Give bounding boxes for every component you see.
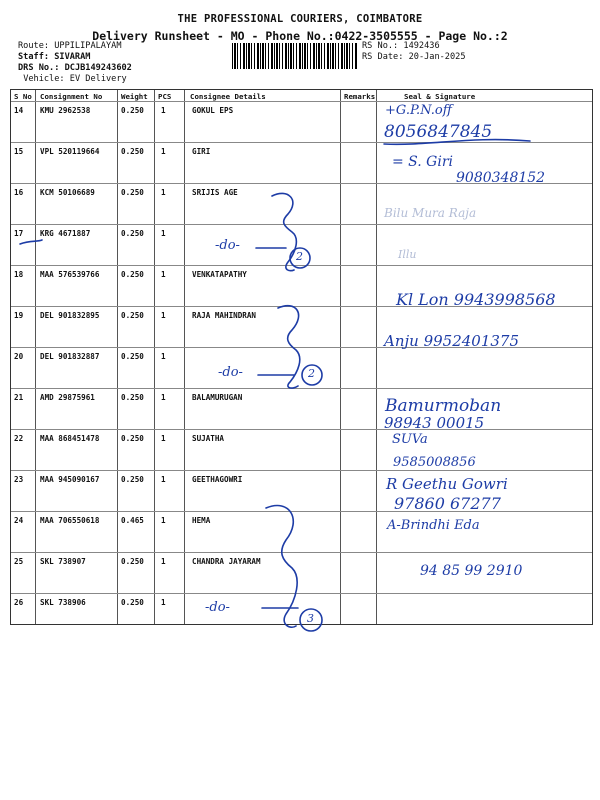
row-sno: 16: [14, 188, 24, 197]
rs-no-value: 1492436: [403, 41, 440, 51]
row-weight: 0.465: [121, 516, 144, 525]
brace-mark: [272, 193, 296, 270]
handwritten-phone: Anju 9952401375: [384, 332, 520, 350]
row-consignee: VENKATAPATHY: [192, 270, 247, 279]
row-consignment-no: KMU 2962538: [40, 106, 91, 115]
row-weight: 0.250: [121, 557, 144, 566]
row-consignment-no: MAA 868451478: [40, 434, 100, 443]
circled-count: 3: [307, 612, 314, 625]
rs-no-label: RS No.:: [362, 41, 399, 51]
route-label: Route:: [18, 41, 50, 51]
row-sno: 15: [14, 147, 24, 156]
handwritten-phone: 8056847845: [384, 122, 493, 142]
signature: SUVa: [392, 432, 428, 447]
col-header-pcs: PCS: [158, 92, 172, 101]
row-consignee: BALAMURUGAN: [192, 393, 243, 402]
row-consignment-no: VPL 520119664: [40, 147, 100, 156]
brace-mark: [266, 506, 297, 628]
signature: R Geethu Gowri: [386, 475, 508, 493]
row-sno: 21: [14, 393, 24, 402]
row-weight: 0.250: [121, 147, 144, 156]
col-header-signature: Seal & Signature: [404, 92, 476, 101]
row-pcs: 1: [161, 475, 166, 484]
row-consignment-no: MAA 706550618: [40, 516, 100, 525]
ditto-mark: -do-: [215, 238, 240, 253]
drs-value: DCJB149243602: [64, 63, 132, 73]
row-weight: 0.250: [121, 434, 144, 443]
rs-date-value: 20-Jan-2025: [408, 52, 466, 62]
col-header-remarks: Remarks: [344, 92, 376, 101]
circled-count: 2: [296, 250, 303, 263]
row-sno: 14: [14, 106, 24, 115]
row-sno: 25: [14, 557, 24, 566]
company-name: THE PROFESSIONAL COURIERS, COIMBATORE: [177, 13, 423, 25]
row-consignee: CHANDRA JAYARAM: [192, 557, 261, 566]
row-sno: 17: [14, 229, 24, 238]
vehicle-value: EV Delivery: [69, 74, 127, 84]
signature: Bamurmoban: [385, 396, 502, 416]
row-weight: 0.250: [121, 188, 144, 197]
row-pcs: 1: [161, 147, 166, 156]
handwritten-phone: 9080348152: [456, 170, 546, 186]
row-pcs: 1: [161, 598, 166, 607]
handwritten-phone: Kl Lon 9943998568: [396, 290, 556, 309]
row-consignment-no: MAA 576539766: [40, 270, 100, 279]
row-weight: 0.250: [121, 598, 144, 607]
row-consignee: GIRI: [192, 147, 211, 156]
row-consignment-no: DEL 901832895: [40, 311, 100, 320]
col-header-weight: Weight: [121, 92, 148, 101]
drs-label: DRS No.:: [18, 63, 60, 73]
route-value: UPPILIPALAYAM: [54, 41, 122, 51]
row-consignee: RAJA MAHINDRAN: [192, 311, 257, 320]
row-weight: 0.250: [121, 270, 144, 279]
ditto-mark: -do-: [205, 600, 230, 615]
row-sno: 22: [14, 434, 24, 443]
row-sno: 20: [14, 352, 24, 361]
row-consignee: HEMA: [192, 516, 211, 525]
col-header-consignee: Consignee Details: [190, 92, 266, 101]
circled-count: 2: [308, 367, 315, 380]
row-sno: 24: [14, 516, 24, 525]
signature: +G.P.N.off: [385, 103, 452, 118]
runsheet-title: Delivery Runsheet - MO - Phone No.:0422-3505555 - Page No.:2: [92, 29, 508, 43]
row-consignee: GOKUL EPS: [192, 106, 234, 115]
faint-handwriting: Bilu Mura Raja: [384, 206, 477, 220]
staff-value: SIVARAM: [54, 52, 91, 62]
handwritten-phone: 9585008856: [393, 455, 476, 470]
row-consignment-no: AMD 29875961: [40, 393, 95, 402]
row-pcs: 1: [161, 311, 166, 320]
row-sno: 26: [14, 598, 24, 607]
row-consignee: GEETHAGOWRI: [192, 475, 243, 484]
row-consignment-no: MAA 945090167: [40, 475, 100, 484]
row-weight: 0.250: [121, 475, 144, 484]
row-consignment-no: KRG 4671887: [40, 229, 91, 238]
handwritten-phone: 94 85 99 2910: [420, 563, 523, 579]
ditto-mark: -do-: [218, 365, 243, 380]
faint-handwriting: Illu: [398, 248, 417, 261]
row-pcs: 1: [161, 229, 166, 238]
row-weight: 0.250: [121, 106, 144, 115]
row-pcs: 1: [161, 557, 166, 566]
row-sno: 18: [14, 270, 24, 279]
rs-date-label: RS Date:: [362, 52, 404, 62]
row-consignment-no: KCM 50106689: [40, 188, 95, 197]
row-consignee: SUJATHA: [192, 434, 225, 443]
underline-stroke: [20, 240, 42, 244]
handwritten-phone: 98943 00015: [384, 414, 485, 432]
row-consignee: SRIJIS AGE: [192, 188, 238, 197]
row-consignment-no: SKL 738907: [40, 557, 86, 566]
signature: A-Brindhi Eda: [387, 518, 480, 533]
row-weight: 0.250: [121, 229, 144, 238]
row-pcs: 1: [161, 434, 166, 443]
row-pcs: 1: [161, 106, 166, 115]
row-sno: 19: [14, 311, 24, 320]
row-pcs: 1: [161, 393, 166, 402]
col-header-sno: S No: [14, 92, 32, 101]
row-consignment-no: DEL 901832887: [40, 352, 100, 361]
row-sno: 23: [14, 475, 24, 484]
row-pcs: 1: [161, 270, 166, 279]
signature: = S. Giri: [392, 154, 454, 170]
row-consignment-no: SKL 738906: [40, 598, 86, 607]
row-pcs: 1: [161, 188, 166, 197]
row-weight: 0.250: [121, 352, 144, 361]
row-pcs: 1: [161, 516, 166, 525]
vehicle-label: Vehicle:: [23, 74, 65, 84]
col-header-consignment: Consignment No: [40, 92, 103, 101]
handwritten-phone: 97860 67277: [394, 494, 501, 513]
staff-label: Staff:: [18, 52, 50, 62]
row-weight: 0.250: [121, 311, 144, 320]
row-pcs: 1: [161, 352, 166, 361]
row-weight: 0.250: [121, 393, 144, 402]
